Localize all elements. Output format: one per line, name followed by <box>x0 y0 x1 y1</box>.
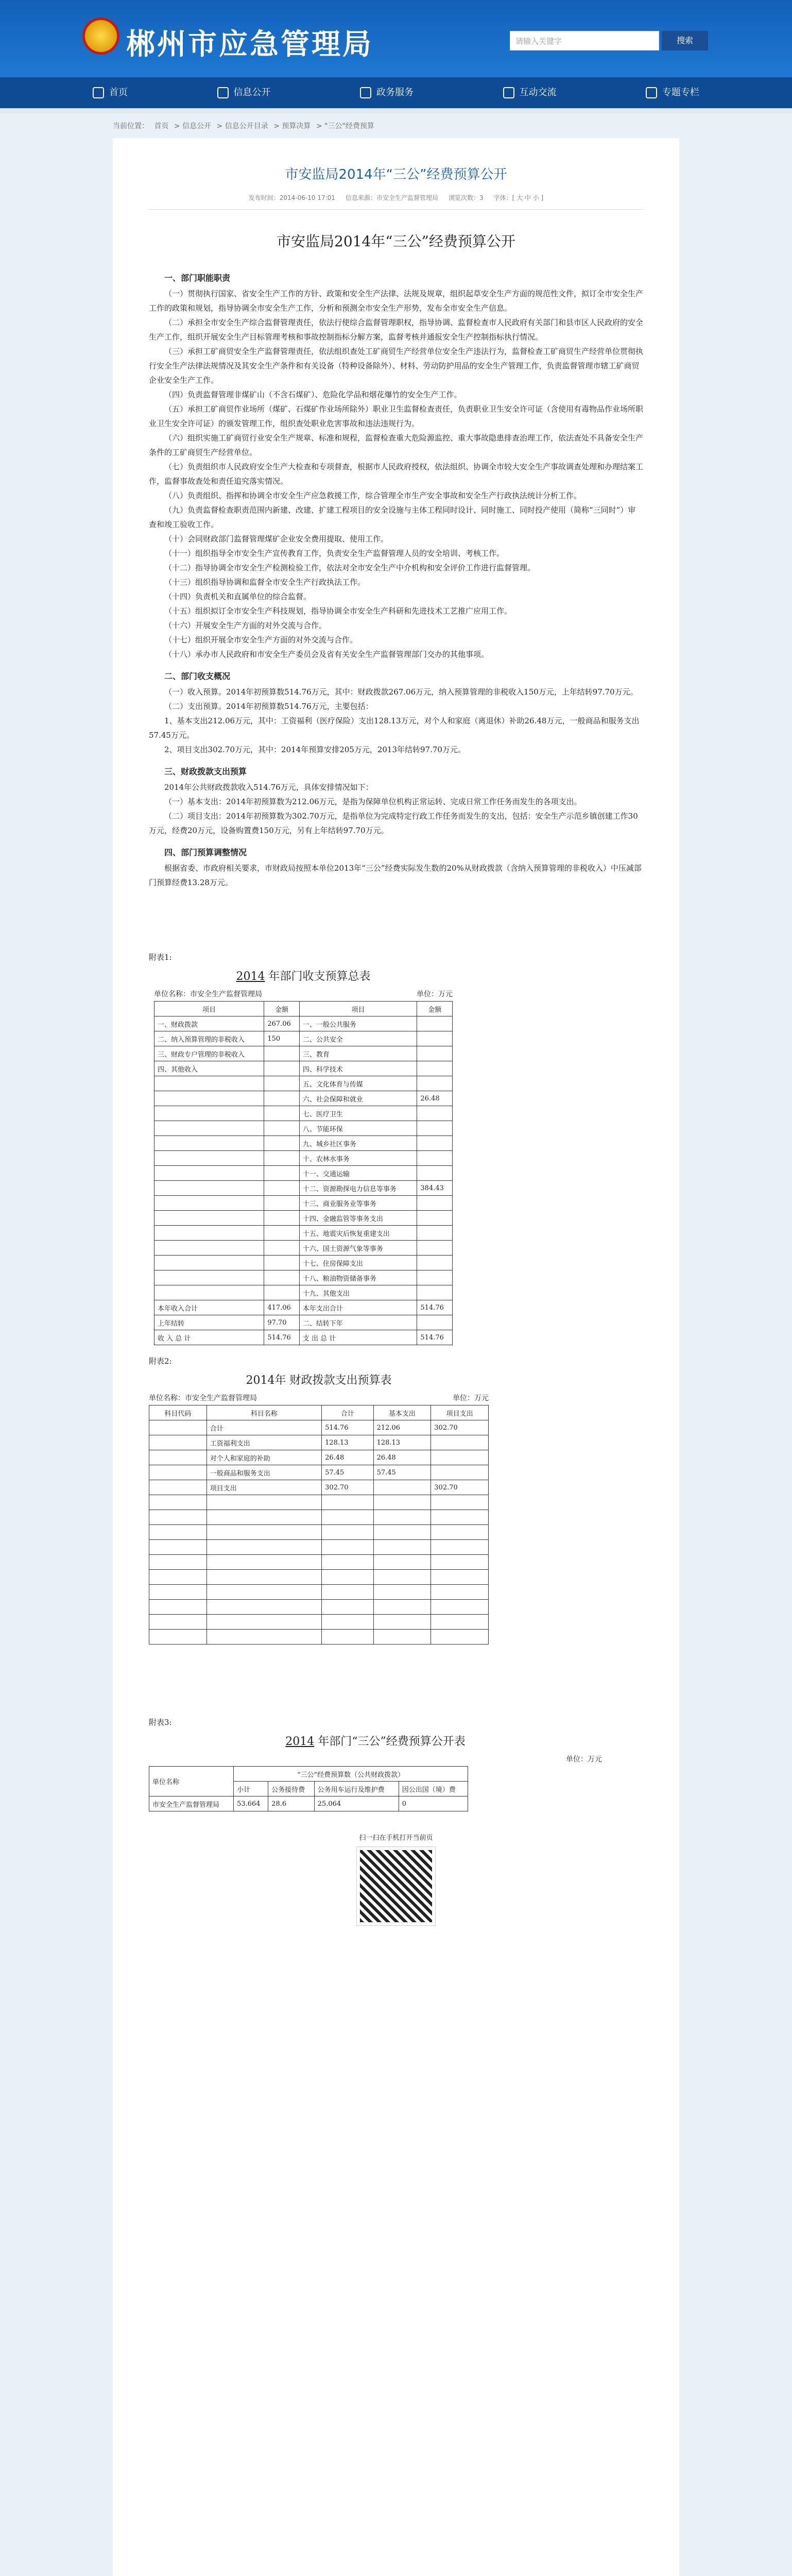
table-row <box>154 1241 453 1256</box>
table-cell: 十六、国土资源气象等事务 <box>299 1241 417 1256</box>
breadcrumb-link[interactable]: 首页 <box>154 122 169 130</box>
table-row <box>154 1315 453 1330</box>
search-input[interactable]: 请输入关键字 <box>510 31 659 50</box>
table-row <box>154 1226 453 1241</box>
table-cell <box>417 1076 453 1091</box>
table-cell: 384.43 <box>417 1181 453 1196</box>
table-cell: 二、纳入预算管理的非税收入 <box>154 1031 264 1046</box>
table-cell: 七、医疗卫生 <box>299 1106 417 1121</box>
paragraph: （五）承担工矿商贸作业场所（煤矿、石煤矿作业场所除外）职业卫生监督检查责任，负责职业卫生安全许可证（含使用有毒物品作业场所职业卫生安全许可证）的颁发管理工作，组织查处职业危害事故和违法违规行为。 <box>149 404 644 428</box>
table-cell: 302.70 <box>431 1420 489 1435</box>
paragraph: （一）收入预算。2014年初预算数514.76万元，其中：财政拨款267.06万元，纳入预算管理的非税收入150万元，上年结转97.70万元。 <box>164 687 638 697</box>
table-row <box>154 1270 453 1285</box>
table-cell <box>154 1121 264 1136</box>
table-cell: 三、教育 <box>299 1046 417 1061</box>
table-cell <box>264 1151 300 1166</box>
table-cell: 一、财政拨款 <box>154 1016 264 1031</box>
table-header: 因公出国（境）费 <box>399 1782 468 1797</box>
paragraph: （十七）组织开展全市安全生产方面的对外交流与合作。 <box>164 635 358 645</box>
table-row <box>154 1151 453 1166</box>
breadcrumb-link[interactable]: > 信息公开目录 <box>216 122 268 130</box>
table-cell <box>264 1061 300 1076</box>
table-cell: 十三、商业服务业等事务 <box>299 1196 417 1211</box>
table-cell <box>417 1031 453 1046</box>
table-cell: 514.76 <box>264 1330 300 1345</box>
budget-summary-table <box>154 1001 453 1345</box>
table-cell <box>154 1226 264 1241</box>
table-cell <box>417 1016 453 1031</box>
table-header: 金额 <box>417 1002 453 1016</box>
table-cell: 四、其他收入 <box>154 1061 264 1076</box>
table-cell: 417.06 <box>264 1300 300 1315</box>
table-cell: 302.70 <box>322 1480 374 1495</box>
table-cell: 26.48 <box>322 1450 374 1465</box>
table-cell <box>154 1211 264 1226</box>
table-cell <box>417 1211 453 1226</box>
section-heading: 二、部门收支概况 <box>164 671 231 681</box>
breadcrumb-link[interactable]: > 信息公开 <box>174 122 212 130</box>
table-cell <box>417 1061 453 1076</box>
nav-item-service[interactable]: 政务服务 <box>360 77 414 108</box>
table-cell <box>417 1226 453 1241</box>
table-cell <box>154 1181 264 1196</box>
table-cell: 十一、交通运输 <box>299 1166 417 1181</box>
table-cell: 十四、金融监管等事务支出 <box>299 1211 417 1226</box>
table-cell <box>417 1196 453 1211</box>
table-row <box>149 1480 489 1495</box>
table-header: 合计 <box>322 1405 374 1420</box>
table-cell: 267.06 <box>264 1016 300 1031</box>
home-icon <box>93 87 104 98</box>
table-cell: 150 <box>264 1031 300 1046</box>
paragraph: （十三）组织指导协调和监督全市安全生产行政执法工作。 <box>164 578 366 587</box>
page-title: 市安监局2014年“三公”经费预算公开 <box>285 167 507 182</box>
attachment-label: 附表3: <box>149 1718 172 1727</box>
paragraph: （七）负责组织市人民政府安全生产大检查和专项督查，根据市人民政府授权，依法组织、协调全市较大安全生产事故调查处理和办理结案工作，监督事故查处和责任追究落实情况。 <box>149 462 644 486</box>
attachment-label: 附表2: <box>149 1357 172 1366</box>
paragraph: 2014年公共财政拨款收入514.76万元，具体安排情况如下： <box>164 783 373 792</box>
nav-item-interact[interactable]: 互动交流 <box>503 77 557 108</box>
table-header: 公务用车运行及维护费 <box>314 1782 399 1797</box>
table-cell <box>264 1270 300 1285</box>
table-cell <box>154 1151 264 1166</box>
table-cell <box>264 1091 300 1106</box>
table-row <box>154 1136 453 1151</box>
table-cell: 十五、地震灾后恢复重建支出 <box>299 1226 417 1241</box>
table-cell: 97.70 <box>264 1315 300 1330</box>
section-heading: 四、部门预算调整情况 <box>164 848 247 857</box>
table-cell: 二、结转下年 <box>299 1315 417 1330</box>
paragraph: （九）负责监督检查职责范围内新建、改建、扩建工程项目的安全设施与主体工程同时设计、同时施工、同时投产使用（简称“三同时”）审查和竣工验收工作。 <box>149 505 636 529</box>
table-title: 2014 年部门收支预算总表 <box>236 970 371 983</box>
table-cell <box>264 1136 300 1151</box>
table-cell: 上年结转 <box>154 1315 264 1330</box>
qr-label: 扫一扫在手机打开当前页 <box>359 1834 433 1842</box>
table-cell <box>264 1256 300 1270</box>
article-meta: 发布时间：2014-06-10 17:01 信息来源：市安全生产监督管理局 浏览次数：3 字体：[ 大 中 小 ] <box>149 193 643 210</box>
table-cell: 收 入 总 计 <box>154 1330 264 1345</box>
table-cell: 支 出 总 计 <box>299 1330 417 1345</box>
table-cell: 五、文化体育与传媒 <box>299 1076 417 1091</box>
table-cell: 514.76 <box>417 1330 453 1345</box>
table-row <box>154 1106 453 1121</box>
paragraph: 1、基本支出212.06万元，其中：工资福利（医疗保险）支出128.13万元，对个人和家庭（离退休）补助26.48万元，一般商品和服务支出57.45万元。 <box>149 716 640 740</box>
table-cell <box>264 1211 300 1226</box>
fiscal-expenditure-table <box>149 1405 489 1645</box>
chat-icon <box>503 87 514 98</box>
table-cell <box>417 1256 453 1270</box>
table-cell <box>264 1106 300 1121</box>
table-row <box>154 1181 453 1196</box>
paragraph: （一）贯彻执行国家、省安全生产工作的方针、政策和安全生产法律、法规及规章，组织起草安全生产方面的规范性文件，拟订全市安全生产工作的政策和规划，指导协调全市安全生产工作，分析和预测全市安全生产形势，发布全市安全生产信息。 <box>149 289 644 313</box>
table-cell: 十九、其他支出 <box>299 1285 417 1300</box>
table-row <box>154 1285 453 1300</box>
section-heading: 三、财政拨款支出预算 <box>164 767 247 776</box>
table-cell <box>417 1166 453 1181</box>
document-title: 市安监局2014年“三公”经费预算公开 <box>277 233 515 250</box>
paragraph: （十八）承办市人民政府和市安全生产委员会及省有关安全生产监督管理部门交办的其他事项。 <box>164 650 489 659</box>
table-cell <box>154 1076 264 1091</box>
table-cell <box>264 1181 300 1196</box>
table-cell: 302.70 <box>431 1480 489 1495</box>
table-cell <box>417 1136 453 1151</box>
table-cell: 六、社会保障和就业 <box>299 1091 417 1106</box>
table-cell <box>417 1270 453 1285</box>
nav-item-home[interactable]: 首页 <box>93 77 128 108</box>
paragraph: （十四）负责机关和直属单位的综合监督。 <box>164 592 312 601</box>
table-row <box>154 1196 453 1211</box>
table-cell <box>417 1106 453 1121</box>
table-cell <box>417 1151 453 1166</box>
table-row <box>154 1330 453 1345</box>
table-cell <box>154 1196 264 1211</box>
table-cell: 十八、粮油物资储备事务 <box>299 1270 417 1285</box>
table-cell <box>431 1465 489 1480</box>
paragraph: （十一）组织指导全市安全生产宣传教育工作，负责安全生产监督管理人员的安全培训、考核工作。 <box>164 549 505 558</box>
table-title: 2014 年部门“三公”经费预算公开表 <box>285 1735 466 1748</box>
paragraph: （六）组织实施工矿商贸行业安全生产规章、标准和规程，监督检查重大危险源监控、重大事故隐患排查治理工作，依法查处不具备安全生产条件的工矿商贸生产经营单位。 <box>149 433 644 457</box>
table-cell <box>264 1076 300 1091</box>
paragraph: （十六）开展安全生产方面的对外交流与合作。 <box>164 621 327 630</box>
nav-item-topic[interactable]: 专题专栏 <box>646 77 699 108</box>
table-header: 科目代码 <box>149 1405 207 1420</box>
table-cell <box>264 1285 300 1300</box>
table-cell <box>149 1435 207 1450</box>
table-cell: 57.45 <box>373 1465 431 1480</box>
paragraph: 根据省委、市政府相关要求，市财政局按照本单位2013年“三公”经费实际发生数的20%从财政拨款（含纳入预算管理的非税收入）中压减部门预算经费13.28万元。 <box>149 863 642 887</box>
table-cell: 本年收入合计 <box>154 1300 264 1315</box>
table-cell <box>417 1121 453 1136</box>
table-cell: 对个人和家庭的补助 <box>206 1450 321 1465</box>
table-cell: 26.48 <box>417 1091 453 1106</box>
table-cell: 四、科学技术 <box>299 1061 417 1076</box>
table-header: 小计 <box>234 1782 268 1797</box>
table-cell <box>417 1046 453 1061</box>
table-cell <box>154 1106 264 1121</box>
table-cell <box>154 1136 264 1151</box>
table-cell: 十七、住房保障支出 <box>299 1256 417 1270</box>
table-row <box>154 1211 453 1226</box>
paragraph: （一）基本支出：2014年初预算数为212.06万元，是指为保障单位机构正常运转、完成日常工作任务而发生的各项支出。 <box>164 797 582 806</box>
table-cell <box>149 1480 207 1495</box>
table-cell: 212.06 <box>373 1420 431 1435</box>
table-row: 市安全生产监督管理局 53.664 28.6 25.064 0 <box>149 1797 468 1811</box>
paragraph: 2、项目支出302.70万元，其中：2014年预算安排205万元，2013年结转97.70万元。 <box>164 745 466 754</box>
table-cell <box>417 1241 453 1256</box>
table-header: 项目支出 <box>431 1405 489 1420</box>
table-row <box>154 1046 453 1061</box>
table-header: 公务接待费 <box>268 1782 315 1797</box>
table-cell <box>264 1121 300 1136</box>
table-row <box>154 1016 453 1031</box>
paragraph: （十）会同财政部门监督管理煤矿企业安全费用提取、使用工作。 <box>164 534 389 544</box>
table-cell <box>264 1226 300 1241</box>
table-header: “三公”经费预算数（公共财政拨款） <box>234 1767 468 1782</box>
table-header: 单位名称 <box>149 1767 234 1797</box>
paragraph: （二）承担全市安全生产综合监督管理责任，依法行使综合监督管理职权，指导协调、监督检查市人民政府有关部门和县市区人民政府的安全生产工作，组织开展安全生产目标管理考核和事故控制指标分解方案，监督考核并通报安全生产控制指标执行情况。 <box>149 318 644 342</box>
document-icon <box>217 87 229 98</box>
table-cell: 九、城乡社区事务 <box>299 1136 417 1151</box>
table-cell: 三、财政专户管理的非税收入 <box>154 1046 264 1061</box>
emblem-icon <box>82 18 119 55</box>
table-cell <box>154 1256 264 1270</box>
paragraph: （四）负责监督管理非煤矿山（不含石煤矿）、危险化学品和烟花爆竹的安全生产工作。 <box>164 390 462 399</box>
qr-code-icon <box>357 1847 435 1925</box>
table-cell: 工资福利支出 <box>206 1435 321 1450</box>
table-cell: 128.13 <box>322 1435 374 1450</box>
table-cell <box>264 1196 300 1211</box>
table-row <box>154 1076 453 1091</box>
table-cell: 26.48 <box>373 1450 431 1465</box>
table-row <box>149 1435 489 1450</box>
table-row <box>154 1166 453 1181</box>
table-header: 项目 <box>299 1002 417 1016</box>
main-nav <box>0 77 792 108</box>
table-cell <box>264 1046 300 1061</box>
table-row <box>154 1031 453 1046</box>
table-cell: 八、节能环保 <box>299 1121 417 1136</box>
table-row <box>149 1450 489 1465</box>
table-cell <box>149 1420 207 1435</box>
table-cell: 一、一般公共服务 <box>299 1016 417 1031</box>
table-cell <box>154 1270 264 1285</box>
table-title: 2014年 财政拨款支出预算表 <box>246 1374 392 1387</box>
attachment-label: 附表1: <box>149 953 172 962</box>
site-header <box>0 0 792 77</box>
table-cell: 本年支出合计 <box>299 1300 417 1315</box>
table-cell <box>417 1285 453 1300</box>
table-cell <box>149 1450 207 1465</box>
table-cell: 514.76 <box>322 1420 374 1435</box>
table-row <box>154 1121 453 1136</box>
font-size-switch[interactable]: 字体：[ 大 中 小 ] <box>493 194 544 201</box>
table-cell: 项目支出 <box>206 1480 321 1495</box>
paragraph: （三）承担工矿商贸安全生产监督管理责任，依法组织查处工矿商贸生产经营单位安全生产违法行为，监督检查工矿商贸生产经营单位贯彻执行安全生产法律法规情况及其安全生产条件和有关设备（特种设备除外）、材料、劳动防护用品的安全生产管理工作，负责监督管理市辖工矿商贸企业安全生产工作。 <box>149 347 644 385</box>
table-cell <box>154 1166 264 1181</box>
table-cell <box>149 1465 207 1480</box>
table-row <box>154 1091 453 1106</box>
table-cell <box>154 1241 264 1256</box>
table-cell <box>431 1435 489 1450</box>
table-cell: 一般商品和服务支出 <box>206 1465 321 1480</box>
search-button[interactable]: 搜索 <box>662 31 708 50</box>
table-header: 金额 <box>264 1002 300 1016</box>
table-header: 基本支出 <box>373 1405 431 1420</box>
table-cell <box>373 1480 431 1495</box>
paragraph: （二）支出预算。2014年初预算数514.76万元，主要包括： <box>164 702 373 711</box>
table-cell <box>264 1166 300 1181</box>
breadcrumb-link[interactable]: > "三公"经费预算 <box>316 122 374 130</box>
table-cell: 128.13 <box>373 1435 431 1450</box>
table-row <box>149 1465 489 1480</box>
table-row <box>154 1256 453 1270</box>
table-header: 项目 <box>154 1002 264 1016</box>
article-content: 市安监局2014年“三公”经费预算公开 发布时间：2014-06-10 17:01 信息来源：市安全生产监督管理局 浏览次数：3 字体：[ 大 中 小 ] 市安监局2014年“三公”经费预算公开 一、部门职能职责 （一）贯彻执行国家、省安全生产工作的方针、政策和安全生产法律、法规及规章，组织起草安全生产方面的规范性文件，拟订全市安全生产工作的政策和规划，指导协调全市安全生产工作，分析和预测全市安全生产形势，发布全市安全生产信息。 （二）承担全市安全生产综合监督管理责任，依法行使综合监督管理职权，指导协调、监督检查市人民政府有关部门和县市区人民政府的安全生产工作，组织开展安全生产目标管理考核和事故控制指标分解方案，监督考核并通报安全生产控制指标执行情况。 （三）承担工矿商贸安全生产监督管理责任，依法组织查处工矿商贸生产经营单位安全生产违法行为，监督检查工矿商贸生产经营单位贯彻执行安全生产法律法规情况及其安全生产条件和有关设备（特种设备除外）、材料、劳动防护用品的安全生产管理工作，负责监督管理市辖工矿商贸企业安全生产工作。 （四）负责监督管理非煤矿山（不含石煤矿）、危险化学品和烟花爆竹的安全生产工作。 （五）承担工矿商贸作业场所（煤矿、石煤矿作业场所除外）职业卫生监督检查责任，负责职业卫生安全许可证（含使用有毒物品作业场所职业卫生安全许可证）的颁发管理工作，组织查处职业危害事故和违法违规行为。 （六）组织实施工矿商贸行业安全生产规章、标准和规程，监督检查重大危险源监控、重大事故隐患排查治理工作，依法查处不具备安全生产条件的工矿商贸生产经营单位。 （七）负责组织市人民政府安全生产大检查和专项督查，根据市人民政府授权，依法组织、协调全市较大安全生产事故调查处理和办理结案工作，监督事故查处和责任追究落实情况。 （八）负责组织、指挥和协调全市安全生产应急救援工作，综合管理全市生产安全事故和安全生产行政执法统计分析工作。 （九）负责监督检查职责范围内新建、改建、扩建工程项目的安全设施与主体工程同时设计、同时施工、同时投产使用（简称“三同时”）审查和竣工验收工作。 （十）会同财政部门监督管理煤矿企业安全费用提取、使用工作。 （十一）组织指导全市安全生产宣传教育工作，负责安全生产监督管理人员的安全培训、考核工作。 （十二）指导协调全市安全生产检测检验工作，依法对全市安全生产中介机构和安全评价工作进行监督管理。 （十三）组织指导协调和监督全市安全生产行政执法工作。 （十四）负责机关和直属单位的综合监督。 （十五）组织拟订全市安全生产科技规划，指导协调全市安全生产科研和先进技术工艺推广应用工作。 （十六）开展安全生产方面的对外交流与合作。 （十七）组织开展全市安全生产方面的对外交流与合作。 （十八）承办市人民政府和市安全生产委员会及省有关安全生产监督管理部门交办的其他事项。 二、部门收支概况 （一）收入预算。2014年初预算数514.76万元，其中：财政拨款267.06万元，纳入预算管理的非税收入150万元，上年结转97.70万元。 （二）支出预算。2014年初预算数514.76万元，主要包括： 1、基本支出212.06万元，其中：工资福利（医疗保险）支出128.13万元，对个人和家庭（离退休）补助26.48万元，一般商品和服务支出57.45万元。 2、项目支出302.70万元，其中：2014年预算安排205万元，2013年结转97.70万元。 三、财政拨款支出预算 2014年公共财政拨款收入514.76万元，具体安排情况如下： （一）基本支出：2014年初预算数为212.06万元，是指为保障单位机构正常运转、完成日常工作任务而发生的各项支出。 （二）项目支出：2014年初预算数为302.70万元，是指单位为完成特定行政工作任务而发生的支出，包括：安全生产示范乡镇创建工作30万元，经费20万元，设备购置费150万元，另有上年结转97.70万元。 四、部门预算调整情况 根据省委、市政府相关要求，市财政局按照本单位2013年“三公”经费实际发生数的20%从财政拨款（含纳入预算管理的非税收入）中压减部门预算经费13.28万元。 附表1: 2014 年部门收支预算总表 单位名称：市安全生产监督管理局 单位：万元 项目 金额 项目 金额 一、财政拨款 267.06 一、一般公共服务 二、纳入预算管理的非税收入 150 二、公共安全 三、财政专户管理的非税收入 三、教育 四、其他收入 四、科学技术 五、文化体育与传媒 六、社会保障和就业 26.48 七、医疗卫生 八、节能环保 九、城乡社区事务 十、农林水事务 十一、交通运输 十二、资源勘探电力信息等事务 384.43 十三、商业服务业等事务 十四、金融监管等事务支出 十五、地震灾后恢复重建支出 十六、国土资源气象等事务 十七、住房保障支出 十八、粮油物资储备事务 十九、其他支出 本年收入合计 417.06 本年支出合计 514.76 上年结转 97.70 二、结转下年 收 入 总 计 514.76 支 出 总 计 514.76 附表2: 2014年 财政拨款支出预算表 单位名称：市安全生产监督管理局 单位：万元 科目代码 科目名称 合计 基本支出 项目支出 合计 514.76 212.06 302.70 工资福利支出 128.13 128.13 对个人和家庭的补助 26.48 26.48 一般商品和服务支出 57.45 57.45 项目支出 302.70 302.70 附表3: 2014 年部门“三公”经费预算公开表 单位：万元 单位名称 “三公”经费预算数（公共财政拨款） 小计 公务接待费 公务用车运行及维护费 因公出国（境）费 市安全生产监督管理局 53.664 28.6 25.064 0 扫一扫在手机打开当前页 <box>113 138 679 2576</box>
table-cell: 十二、资源勘探电力信息等事务 <box>299 1181 417 1196</box>
table-cell: 十、农林水事务 <box>299 1151 417 1166</box>
table-cell <box>154 1285 264 1300</box>
topic-icon <box>646 87 657 98</box>
table-row <box>149 1420 489 1435</box>
table-cell: 合计 <box>206 1420 321 1435</box>
table-cell: 514.76 <box>417 1300 453 1315</box>
table-cell <box>154 1091 264 1106</box>
table-header: 科目名称 <box>206 1405 321 1420</box>
table-row <box>154 1061 453 1076</box>
table-cell <box>431 1450 489 1465</box>
paragraph: （八）负责组织、指挥和协调全市安全生产应急救援工作，综合管理全市生产安全事故和安全生产行政执法统计分析工作。 <box>164 491 582 500</box>
table-row <box>154 1300 453 1315</box>
nav-item-info[interactable]: 信息公开 <box>217 77 271 108</box>
service-icon <box>360 87 371 98</box>
table-cell: 二、公共安全 <box>299 1031 417 1046</box>
table-cell: 57.45 <box>322 1465 374 1480</box>
site-title[interactable]: 郴州市应急管理局 <box>126 28 373 61</box>
section-heading: 一、部门职能职责 <box>164 273 231 283</box>
table-cell <box>264 1241 300 1256</box>
paragraph: （十五）组织拟订全市安全生产科技规划，指导协调全市安全生产科研和先进技术工艺推广应用工作。 <box>164 606 512 616</box>
table-cell <box>417 1315 453 1330</box>
breadcrumb-link[interactable]: > 预算决算 <box>273 122 311 130</box>
three-public-table <box>149 1766 468 1811</box>
breadcrumb: 当前位置： 首页 > 信息公开 > 信息公开目录 > 预算决算 > "三公"经费预算 <box>113 122 374 130</box>
paragraph: （十二）指导协调全市安全生产检测检验工作，依法对全市安全生产中介机构和安全评价工作进行监督管理。 <box>164 563 536 572</box>
paragraph: （二）项目支出：2014年初预算数为302.70万元，是指单位为完成特定行政工作任务而发生的支出，包括：安全生产示范乡镇创建工作30万元，经费20万元，设备购置费150万元，另有上年结转97.70万元。 <box>149 811 638 835</box>
